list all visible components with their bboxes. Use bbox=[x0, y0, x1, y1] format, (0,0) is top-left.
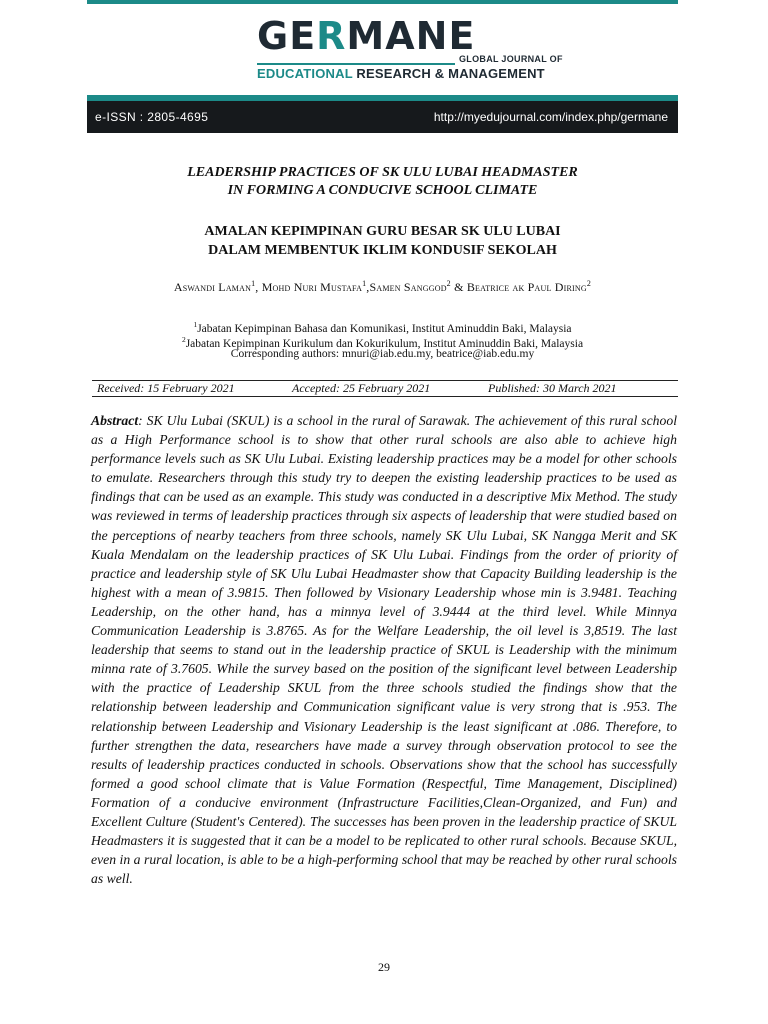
author-name: Aswandi Laman bbox=[173, 280, 252, 294]
malay-title-line-2: DALAM MEMBENTUK IKLIM KONDUSIF SEKOLAH bbox=[208, 243, 557, 258]
published-date: Published: 30 March 2021 bbox=[488, 381, 617, 395]
abstract bbox=[91, 411, 677, 888]
journal-url-link[interactable]: http://myedujournal.com/index.php/germane bbox=[433, 110, 668, 124]
logo-divider bbox=[257, 63, 455, 65]
logo-subtitle: GLOBAL JOURNAL OF bbox=[459, 54, 563, 64]
affiliation-1: $^1$Jabatan Kepimpinan Bahasa dan Komunikasi, Institut Aminuddin Baki, Malaysia bbox=[193, 320, 572, 335]
dates-bottom-rule bbox=[92, 396, 678, 397]
author-affiliation-mark: 2 bbox=[586, 279, 592, 288]
malay-title bbox=[87, 222, 678, 260]
author-affiliation-mark: 1 bbox=[251, 279, 256, 288]
logo-wordmark: GERMANE bbox=[257, 14, 476, 58]
logo-tagline: EDUCATIONAL RESEARCH & MANAGEMENT bbox=[257, 66, 545, 81]
author-name: Beatrice ak Paul Diring bbox=[466, 280, 587, 294]
page-number: 29 bbox=[378, 960, 390, 974]
received-date: Received: 15 February 2021 bbox=[97, 381, 235, 395]
author-affiliation-mark: 2 bbox=[446, 279, 451, 288]
issn-label: e-ISSN : 2805-4695 bbox=[95, 110, 209, 124]
corresponding-authors: Corresponding authors: mnuri@iab.edu.my, beatrice@iab.edu.my bbox=[230, 348, 535, 360]
author-affiliation-mark: 1 bbox=[362, 279, 367, 288]
author-name: Mohd Nuri Mustafa bbox=[261, 280, 363, 294]
affiliation-2: $^2$Jabatan Kepimpinan Kurikulum dan Kokurikulum, Institut Aminuddin Baki, Malaysia bbox=[181, 335, 584, 350]
journal-logo bbox=[87, 6, 678, 92]
abstract-body: : SK Ulu Lubai (SKUL) is a school in the rural of Sarawak. The achievement of this rural school as a High Performance school is to show that other rural schools are also able to achieve high performance levels such as SK Ulu Lubai. Existing leadership practices may be a model for other schools to emulate. Researchers through this study try to deepen the existing leadership practices to be used as findings that can be used as an example. This study was conducted in a descriptive Mix Method. The study was reviewed in terms of leadership practices through six aspects of leadership that were studied based on the perceptions of nearby teachers from three schools, namely SK Ulu Lubai, SK Nangga Merit and SK Kuala Mendalam on the leadership practices of SK Ulu Lubai. Findings from the order of priority of practice and leadership style of SK Ulu Lubai Headmaster show that Capacity Building leadership is the highest with a mean of 3.9815. Then followed by Visionary Leadership whose min is 3.9481. Teaching Leadership, on the other hand, has a minnya level of 3.9444 at the third level. While Minnya Communication Leadership is 3.8765. As for the Welfare Leadership, the oil level is 3,8519. The last leadership that seems to stand out in the leadership practice of SKUL is Leadership with the minimum minna rate of 3.7605. While the survey based on the position of the significant level between Leadership with the practice of Leadership SKUL from the three schools studied the findings show that the relationship between leadership and Communication significant value is very strong that is .953. The relationship between Leadership and Visionary Leadership is the least significant at .086. Therefore, to further strengthen the data, researchers have made a survey through observation protocol to see the results of leadership practices conducted in schools. Observations show that the school has successfully formed a good school climate that is Value Formation (Respectful, Time Management, Disciplined) Formation of a conducive environment (Infrastructure Facilities,Clean-Organized, and Fun) and Excellent Culture (Student's Centered). The successes has been proven in the leadership practice of SKUL Headmasters it is suggested that it can be a model to be replicated to other rural schools. Because SKUL, even in a rural location, is able to be a high-performing school that may be reached by other rural schools as well. bbox=[91, 413, 677, 887]
top-accent-rule bbox=[87, 0, 678, 4]
author-name: Samen Sanggod bbox=[369, 280, 447, 294]
malay-title-line-1: AMALAN KEPIMPINAN GURU BESAR SK ULU LUBAI bbox=[204, 224, 561, 239]
journal-info-bar bbox=[87, 101, 678, 133]
english-title-line-1: LEADERSHIP PRACTICES OF SK ULU LUBAI HEADMASTER bbox=[187, 165, 578, 180]
accepted-date: Accepted: 25 February 2021 bbox=[292, 381, 431, 395]
english-title-line-2: IN FORMING A CONDUCIVE SCHOOL CLIMATE bbox=[227, 183, 538, 198]
english-title bbox=[87, 164, 678, 200]
abstract-label: Abstract bbox=[91, 413, 139, 428]
author-list: Aswandi Laman$^1$, Mohd Nuri Mustafa$^1$,Samen Sanggod$^2$ & Beatrice ak Paul Diring$^2$ bbox=[173, 279, 592, 294]
